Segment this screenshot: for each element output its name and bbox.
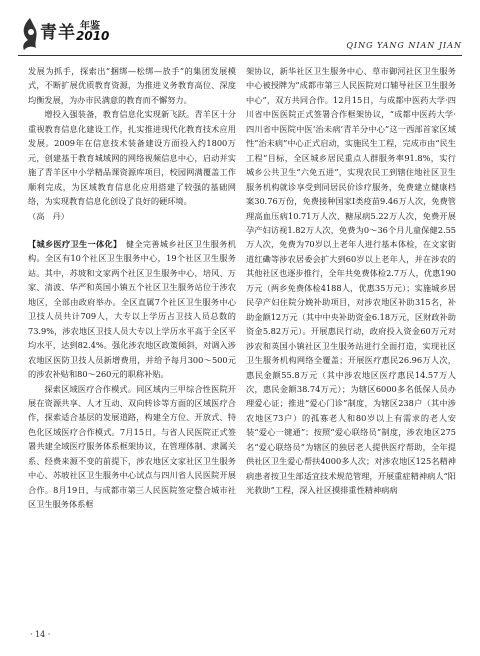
logo-year: 2010 [76,29,110,43]
page-header [18,14,462,54]
logo-emblem-icon [18,16,42,52]
right-paragraph-1: 架协议，新华社区卫生服务中心、草市御河社区卫生服务中心被授牌为“成都市第三人民医院对口辅导社区卫生服务中心”，双方共同合作。12月15日，与成都中医药大学·四川省中医医院正式签署合作框架协议，“成都中医药大学·四川省中医院中医‘治未病’青羊分中心”这一西部首家区域性“治未病”中心正式启动，实施民生工程，完成市由“民生工程”目标，全区城乡居民重点人群服务率91.8%，实行城乡公共卫生“六免五进”，实现农民工到辖住地社区卫生服务机构就诊享受到同居民价诊疗服务，免费建立健康档案30.76万份，免费接种国家Ⅰ类疫苗9.46万人次，免费管理高血压病10.71万人次、糖尿病5.22万人次，免费开展孕产妇访视1.82万人次，免费为0～36个月儿童保健2.55万人次，免费为70岁以上老年人进行基本体检，在文家街道红磡等涉农居委会扩大到60岁以上老年人，并在涉农的其他社区也逐步推行，全年共免费体检2.7万人，优惠190万元（两乡免费体检4188人，优惠35万元）；实施城乡居民孕产妇住院分娩补助项目，对涉农地区补助315名，补助金额12万元（其中中央补助资金6.18万元，区财政补助资金5.82万元）。开展惠民行动，政府投入资金60万元对涉农和英国小镇社区卫生服务站进行全面打造，实现社区卫生服务机构网络全覆盖；开展医疗惠民26.96万人次，惠民金额55.8万元（其中涉农地区医疗惠民14.57万人次，惠民金额38.74万元）；为辖区6000多名低保人员办理爱心证；推进“爱心门诊”制度，为辖区238户（其中涉农地区73户）的孤寡老人和80岁以上有需求的老人安装“爱心一键通”；按照“爱心联络员”制度，涉农地区275名“爱心联络员”为辖区的独居老人提供医疗帮助，全年提供社区卫生爱心帮扶4000多人次；对涉农地区125名精神病患者按卫生部适宜技术规范管理，开展重症精神病人“阳光救助”工程，深入社区摸排重性精神病病 [246,66,456,496]
left-paragraph-1: 发展为抓手，探索出“捆绑—松绑—放手”的集团发展模式，不断扩展优质教育资源，为推进义务教育高位、深度均衡发展，为办市民满意的教育而不懈努力。 [28,66,236,105]
yearbook-logo [18,14,168,54]
left-column [28,64,236,512]
section-title: 【城乡医疗卫生一体化】 [28,238,118,249]
right-column [246,64,456,498]
section-paragraph [28,237,236,382]
logo-nian: 年鉴 [80,21,100,32]
logo-text: 青羊 [40,23,76,43]
left-paragraph-2: 增投入强装备，教育信息化实现新飞跃。青羊区十分重视教育信息化建设工作，扎实推进现代化教育技术应用发展。2009年在信息技术装备建设方面投入约1800万元，创建基于教育城域网的网络视频信息中心，启动并实施了青羊区中小学精品课资源库项目，校园网满覆盖工作顺利完成，为区域教育信息化应用搭建了较强的基础网络，为实现教育信息化创设了良好的硬环境。 [28,109,236,207]
page-number: · 14 · [30,630,51,639]
header-rule [18,55,462,56]
running-title: QING YANG NIAN JIAN [346,41,462,50]
left-paragraph-4: 探索区域医疗合作模式。同区域内三甲综合性医院开展在资源共享、人才互动、双向转诊等方面的区域医疗合作，探索适合基层的发展道路，构建全方位、开放式、特色化区域医疗合作模式。7月15日，与省人民医院正式签署共建全域医疗服务体系框架协议，在管理体制、隶属关系、经费来源不变的前提下，涉农地区文家社区卫生服务中心、苏坡社区卫生服务中心试点与四川省人民医院开展合作。8月19日，与成都市第三人民医院签定整合城市社区卫生服务体系框 [28,383,236,510]
author-credit: （高 丹） [28,210,69,221]
left-paragraph-3: 健全完善城乡社区卫生服务机构。全区有10个社区卫生服务中心，19个社区卫生服务站。其中，苏坡和文家两个社区卫生服务中心，培风、万家、清波、华严和英国小镇五个社区卫生服务站位于涉农地区，全部由政府举办。全区直属7个社区卫生服务中心卫技人员共计709人，大专以上学历占卫技人员总数的73.9%，涉农地区卫技人员大专以上学历水平高于全区平均水平，达到82.4%。强化涉农地区政策倾斜，对调入涉农地区医防卫技人员新增费用，并给予每月300～500元的涉农补贴和80～260元的职称补贴。 [28,238,236,380]
